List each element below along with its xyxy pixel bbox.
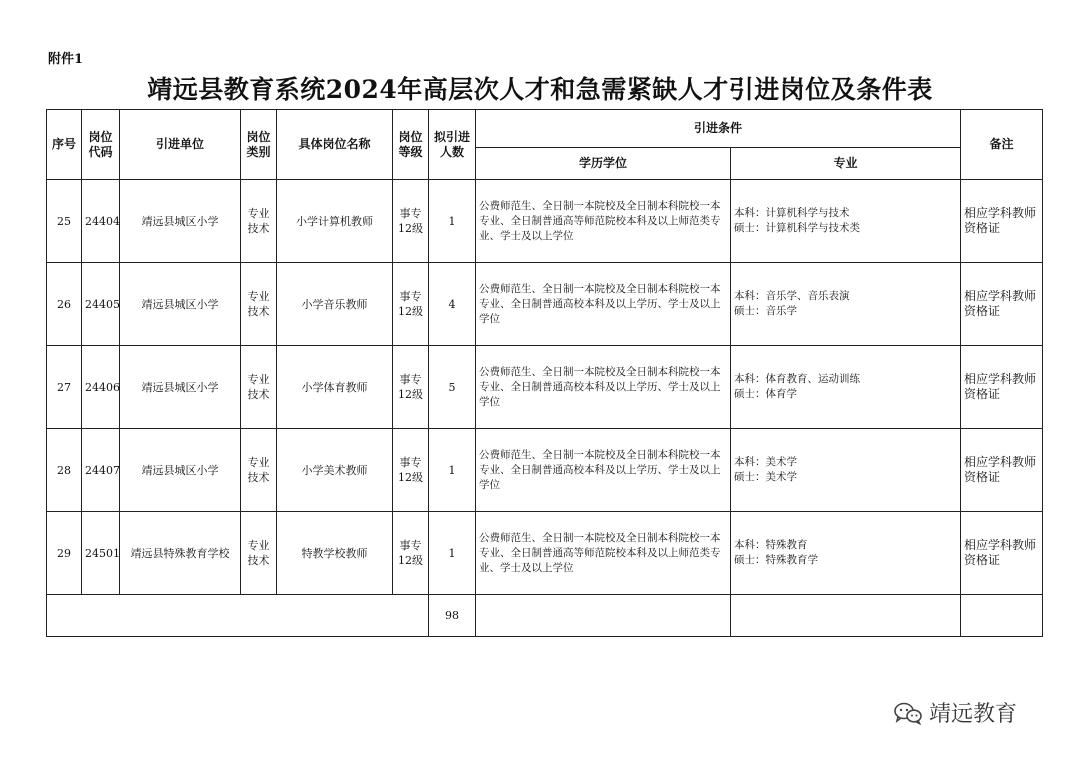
- major-bachelor: 本科：特殊教育: [734, 539, 808, 551]
- header-category: 岗位类别: [241, 110, 277, 180]
- major-bachelor: 本科：计算机科学与技术: [734, 207, 850, 219]
- cell-seq: 29: [47, 512, 82, 595]
- cell-note: 相应学科教师资格证: [961, 180, 1043, 263]
- cell-unit: 靖远县城区小学: [120, 346, 241, 429]
- major-master: 硕士：美术学: [734, 471, 797, 483]
- cell-education: 公费师范生、全日制一本院校及全日制本科院校一本专业、全日制普通高等师范院校本科及以上师范类专业、学士及以上学位: [476, 180, 731, 263]
- cell-count: 1: [429, 429, 476, 512]
- major-bachelor: 本科：体育教育、运动训练: [734, 373, 860, 385]
- cell-count: 5: [429, 346, 476, 429]
- cell-major: [731, 180, 961, 263]
- cell-count: 4: [429, 263, 476, 346]
- cell-code: 24405: [82, 263, 120, 346]
- cell-note: 相应学科教师资格证: [961, 346, 1043, 429]
- wechat-icon: [893, 701, 923, 725]
- header-unit: 引进单位: [120, 110, 241, 180]
- cell-position: 小学美术教师: [277, 429, 393, 512]
- cell-position: 小学音乐教师: [277, 263, 393, 346]
- cell-major: [731, 263, 961, 346]
- cell-major: [731, 346, 961, 429]
- cell-grade: 事专12级: [393, 429, 429, 512]
- cell-education: 公费师范生、全日制一本院校及全日制本科院校一本专业、全日制普通高校本科及以上学历、学士及以上学位: [476, 346, 731, 429]
- major-bachelor: 本科：美术学: [734, 456, 797, 468]
- document-title: 靖远县教育系统2024年高层次人才和急需紧缺人才引进岗位及条件表: [147, 75, 933, 104]
- watermark: [893, 697, 1017, 728]
- table-row: [47, 429, 1043, 512]
- cell-major: [731, 429, 961, 512]
- major-bachelor: 本科：音乐学、音乐表演: [734, 290, 850, 302]
- header-code: 岗位代码: [82, 110, 120, 180]
- watermark-text: 靖远教育: [929, 702, 1018, 727]
- header-row-1: [47, 110, 1043, 148]
- major-master: 硕士：音乐学: [734, 305, 797, 317]
- cell-seq: 25: [47, 180, 82, 263]
- cell-major: [731, 512, 961, 595]
- attachment-label: 附件1: [48, 52, 84, 67]
- cell-note: 相应学科教师资格证: [961, 429, 1043, 512]
- cell-education: 公费师范生、全日制一本院校及全日制本科院校一本专业、全日制普通高等师范院校本科及以上师范类专业、学士及以上学位: [476, 512, 731, 595]
- cell-seq: 27: [47, 346, 82, 429]
- cell-grade: 事专12级: [393, 512, 429, 595]
- table-row: [47, 180, 1043, 263]
- cell-education: 公费师范生、全日制一本院校及全日制本科院校一本专业、全日制普通高校本科及以上学历、学士及以上学位: [476, 263, 731, 346]
- major-master: 硕士：特殊教育学: [734, 554, 818, 566]
- cell-seq: 26: [47, 263, 82, 346]
- cell-category: 专业技术: [241, 512, 277, 595]
- cell-unit: 靖远县城区小学: [120, 263, 241, 346]
- header-note: 备注: [961, 110, 1043, 180]
- total-empty-education: [476, 595, 731, 637]
- cell-position: 特教学校教师: [277, 512, 393, 595]
- cell-unit: 靖远县城区小学: [120, 429, 241, 512]
- cell-category: 专业技术: [241, 429, 277, 512]
- total-empty-note: [961, 595, 1043, 637]
- cell-grade: 事专12级: [393, 263, 429, 346]
- cell-code: 24404: [82, 180, 120, 263]
- total-label-cell: [47, 595, 429, 637]
- cell-code: 24501: [82, 512, 120, 595]
- cell-grade: 事专12级: [393, 346, 429, 429]
- header-major: 专业: [731, 148, 961, 180]
- total-row: [47, 595, 1043, 637]
- total-empty-major: [731, 595, 961, 637]
- major-master: 硕士：体育学: [734, 388, 797, 400]
- table-row: [47, 346, 1043, 429]
- cell-category: 专业技术: [241, 180, 277, 263]
- cell-note: 相应学科教师资格证: [961, 263, 1043, 346]
- cell-count: 1: [429, 512, 476, 595]
- header-seq: 序号: [47, 110, 82, 180]
- cell-position: 小学体育教师: [277, 346, 393, 429]
- cell-unit: 靖远县特殊教育学校: [120, 512, 241, 595]
- table-row: [47, 512, 1043, 595]
- cell-unit: 靖远县城区小学: [120, 180, 241, 263]
- major-master: 硕士：计算机科学与技术类: [734, 222, 860, 234]
- table-row: [47, 263, 1043, 346]
- cell-note: 相应学科教师资格证: [961, 512, 1043, 595]
- header-position: 具体岗位名称: [277, 110, 393, 180]
- cell-category: 专业技术: [241, 346, 277, 429]
- cell-code: 24407: [82, 429, 120, 512]
- cell-count: 1: [429, 180, 476, 263]
- header-education: 学历学位: [476, 148, 731, 180]
- cell-seq: 28: [47, 429, 82, 512]
- cell-grade: 事专12级: [393, 180, 429, 263]
- total-count: 98: [429, 595, 476, 637]
- header-grade: 岗位等级: [393, 110, 429, 180]
- cell-position: 小学计算机教师: [277, 180, 393, 263]
- cell-category: 专业技术: [241, 263, 277, 346]
- cell-education: 公费师范生、全日制一本院校及全日制本科院校一本专业、全日制普通高校本科及以上学历、学士及以上学位: [476, 429, 731, 512]
- header-conditions: 引进条件: [476, 110, 961, 148]
- header-count: 拟引进人数: [429, 110, 476, 180]
- recruitment-table: [46, 109, 1043, 637]
- cell-code: 24406: [82, 346, 120, 429]
